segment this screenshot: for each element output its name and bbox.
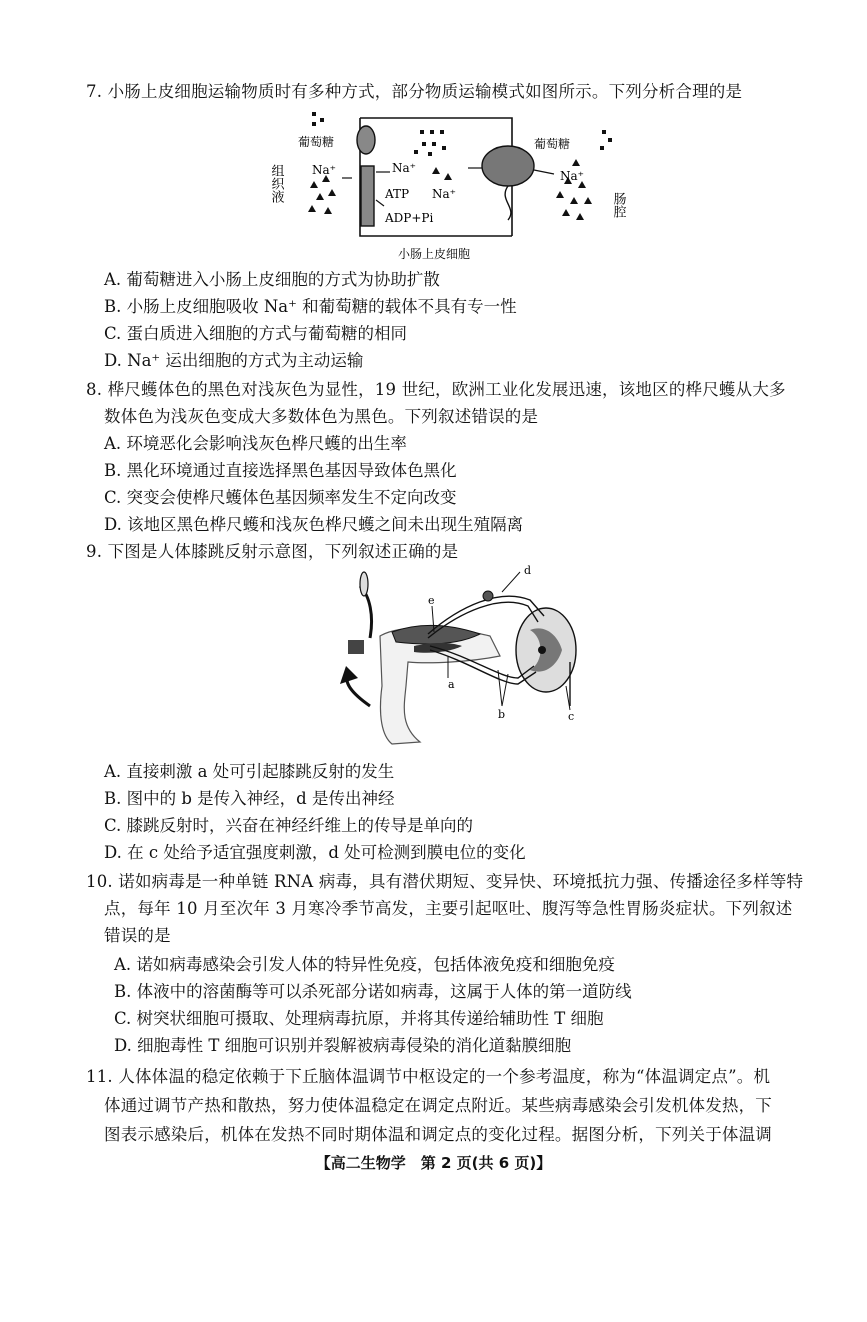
q7-na-right-label: Na⁺ [560,169,584,183]
q7-figure [268,108,632,270]
q10-option-c: C. 树突状细胞可摄取、处理病毒抗原，并将其传递给辅助性 T 细胞 [114,1009,604,1028]
q7-figure-caption: 小肠上皮细胞 [398,247,471,261]
q11-stem-line3: 图表示感染后，机体在发热不同时期体温和调定点的变化过程。据图分析，下列关于体温调 [104,1125,772,1144]
q9-figure [330,566,580,752]
q10-stem-line1: 10. 诺如病毒是一种单链 RNA 病毒，具有潜伏期短、变异快、环境抵抗力强、传播途径多样等特 [86,872,804,891]
q8-stem-line2: 数体色为浅灰色变成大多数体色为黑色。下列叙述错误的是 [104,407,539,426]
q7-option-c: C. 蛋白质进入细胞的方式与葡萄糖的相同 [104,324,408,343]
q7-adp-label: ADP+Pi [385,211,434,225]
q9-option-d: D. 在 c 处给予适宜强度刺激，d 处可检测到膜电位的变化 [104,843,526,862]
q10-option-d: D. 细胞毒性 T 细胞可识别并裂解被病毒侵染的消化道黏膜细胞 [114,1036,572,1055]
q10-stem-line2: 点，每年 10 月至次年 3 月寒冷季节高发，主要引起呕吐、腹泻等急性胃肠炎症状。下列叙述 [104,899,793,918]
q7-option-d: D. Na⁺ 运出细胞的方式为主动运输 [104,351,364,370]
q7-na-left-label: Na⁺ [312,163,336,177]
q7-na-pump-label: Na⁺ [392,161,416,175]
q7-option-b: B. 小肠上皮细胞吸收 Na⁺ 和葡萄糖的载体不具有专一性 [104,297,517,316]
q8-option-d: D. 该地区黑色桦尺蠖和浅灰色桦尺蠖之间未出现生殖隔离 [104,515,524,534]
q8-stem-line1: 8. 桦尺蠖体色的黑色对浅灰色为显性，19 世纪，欧洲工业化发展迅速，该地区的桦尺蠖从大多 [86,380,786,399]
q9-label-d: d [524,564,532,577]
q11-stem-line2: 体通过调节产热和散热，努力使体温稳定在调定点附近。某些病毒感染会引发机体发热，下 [104,1096,772,1115]
q9-label-a: a [448,678,455,691]
q7-lumen-label: 肠腔 [610,192,626,218]
q8-option-a: A. 环境恶化会影响浅灰色桦尺蠖的出生率 [104,434,407,453]
q11-stem-line1: 11. 人体体温的稳定依赖于下丘脑体温调节中枢设定的一个参考温度，称为“体温调定点”。机 [86,1067,771,1086]
q7-tissue-fluid-label: 组织液 [268,164,284,203]
q9-label-b: b [498,708,506,721]
q8-option-b: B. 黑化环境通过直接选择黑色基因导致体色黑化 [104,461,457,480]
q7-glucose-right-label: 葡萄糖 [534,137,571,151]
q9-label-e: e [428,594,435,607]
q9-option-b: B. 图中的 b 是传入神经，d 是传出神经 [104,789,395,808]
page-footer: 【高二生物学 第 2 页(共 6 页)】 [315,1154,552,1172]
q10-option-b: B. 体液中的溶菌酶等可以杀死部分诺如病毒，这属于人体的第一道防线 [114,982,632,1001]
q7-option-a: A. 葡萄糖进入小肠上皮细胞的方式为协助扩散 [104,270,440,289]
q7-stem: 7. 小肠上皮细胞运输物质时有多种方式，部分物质运输模式如图所示。下列分析合理的是 [86,82,743,101]
q9-option-c: C. 膝跳反射时，兴奋在神经纤维上的传导是单向的 [104,816,474,835]
q7-glucose-left-label: 葡萄糖 [298,135,335,149]
q10-stem-line3: 错误的是 [104,926,171,945]
q7-atp-label: ATP [385,187,410,201]
q9-option-a: A. 直接刺激 a 处可引起膝跳反射的发生 [104,762,395,781]
q8-option-c: C. 突变会使桦尺蠖体色基因频率发生不定向改变 [104,488,457,507]
q9-label-c: c [568,710,575,723]
q7-na-center-label: Na⁺ [432,187,456,201]
q9-stem: 9. 下图是人体膝跳反射示意图，下列叙述正确的是 [86,542,459,561]
q10-option-a: A. 诺如病毒感染会引发人体的特异性免疫，包括体液免疫和细胞免疫 [114,955,615,974]
